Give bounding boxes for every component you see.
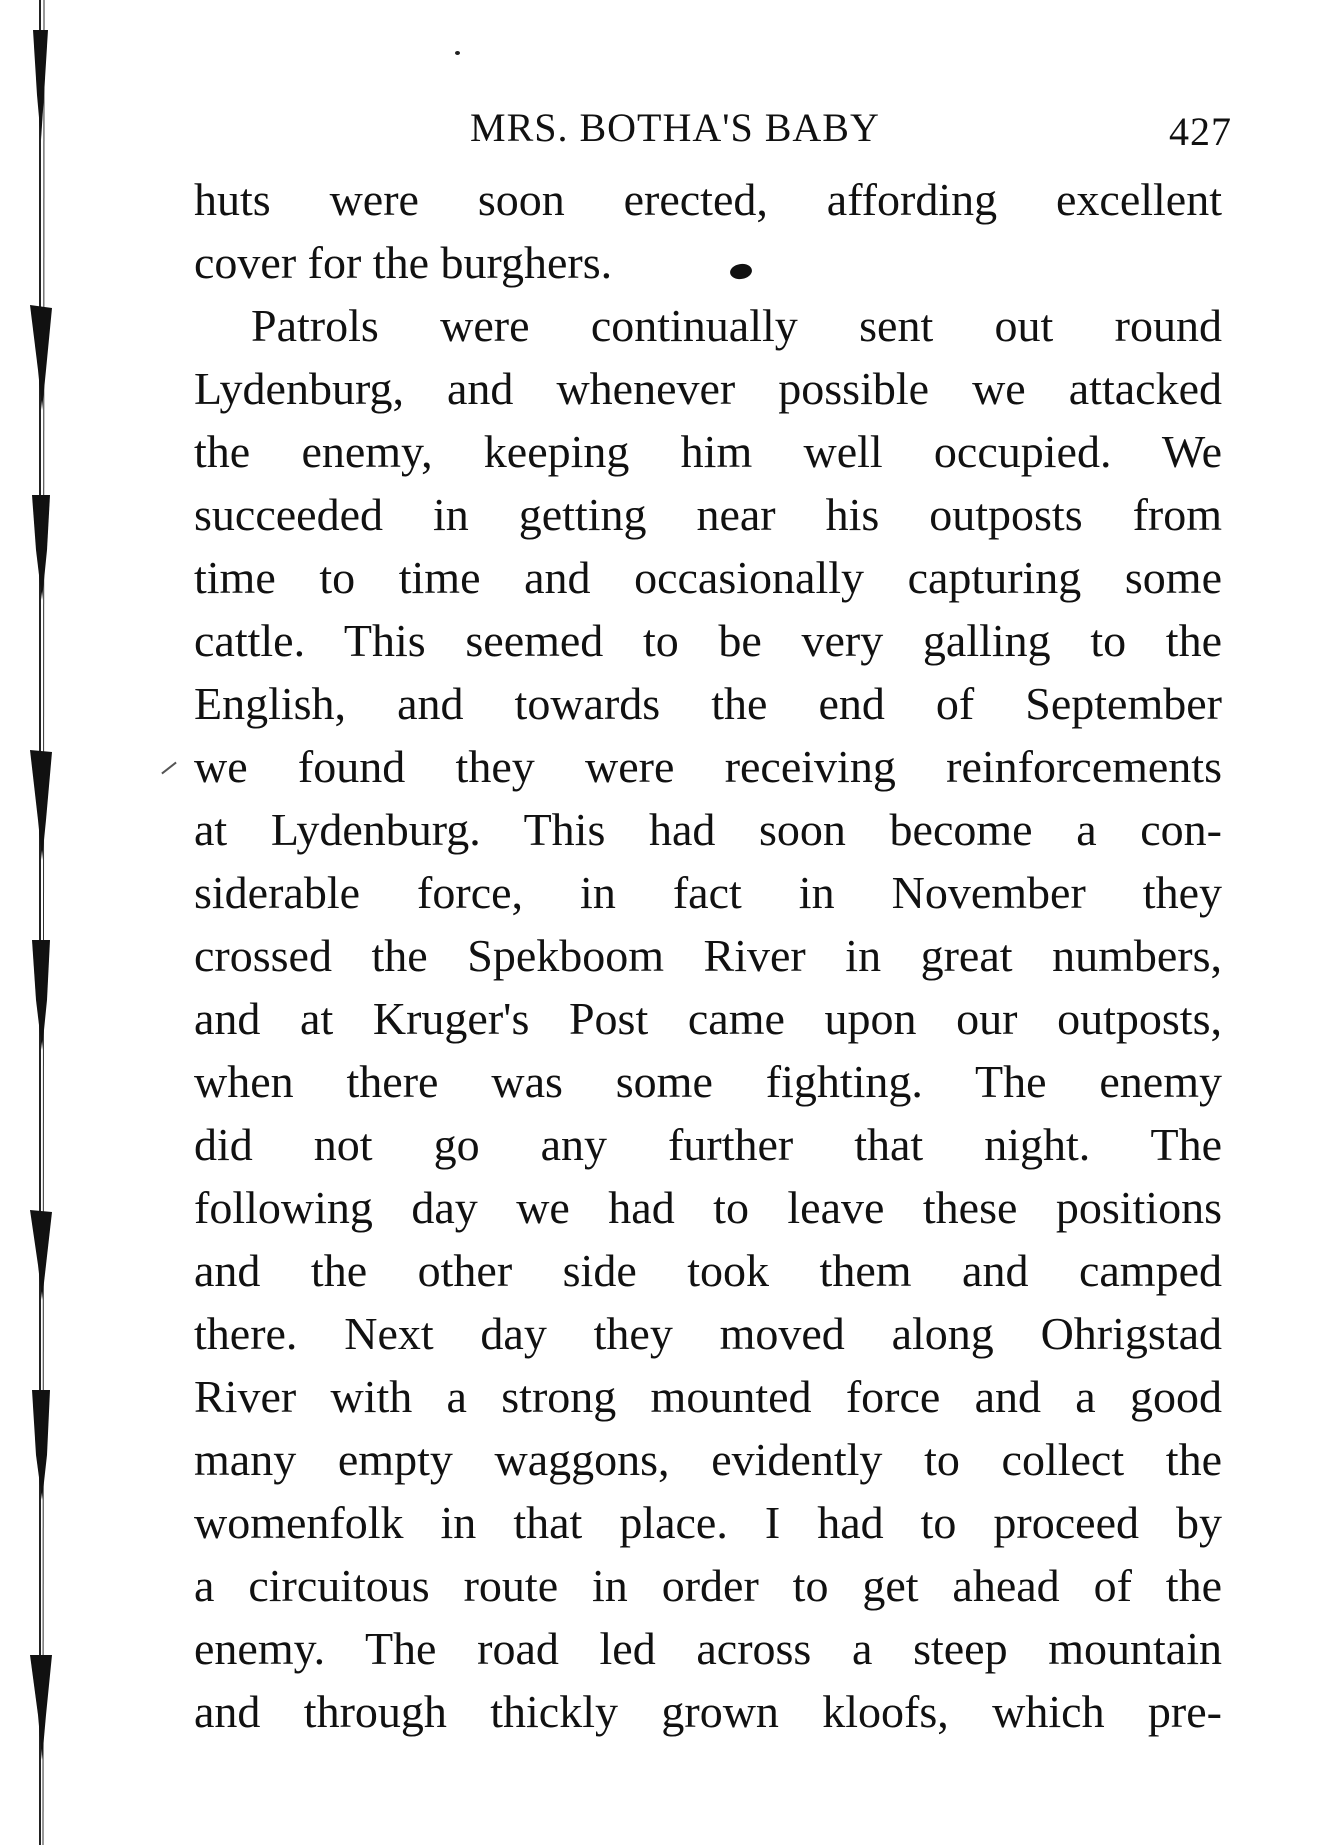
body-line: there. Next day they moved along Ohrigstad — [194, 1308, 1222, 1359]
body-line: did not go any further that night. The — [194, 1119, 1222, 1170]
body-line: English, and towards the end of September — [194, 678, 1222, 729]
body-line: womenfolk in that place. I had to proceed by — [194, 1497, 1222, 1548]
body-line: Lydenburg, and whenever possible we attacked — [194, 363, 1222, 414]
pencil-mark — [161, 762, 176, 775]
body-line: time to time and occasionally capturing some — [194, 552, 1222, 603]
body-line: succeeded in getting near his outposts from — [194, 489, 1222, 540]
body-line: River with a strong mounted force and a good — [194, 1371, 1222, 1422]
body-line: a circuitous route in order to get ahead of the — [194, 1560, 1222, 1611]
body-line: cover for the burghers. — [194, 237, 613, 288]
body-line: huts were soon erected, affording excellent — [194, 174, 1222, 225]
body-line: cattle. This seemed to be very galling to the — [194, 615, 1222, 666]
body-line: and at Kruger's Post came upon our outposts, — [194, 993, 1222, 1044]
body-line: at Lydenburg. This had soon become a con- — [194, 804, 1222, 855]
body-line: enemy. The road led across a steep mountain — [194, 1623, 1222, 1674]
body-line: Patrols were continually sent out round — [251, 300, 1222, 351]
binding-stitching — [0, 0, 90, 1845]
page-number: 427 — [1169, 109, 1232, 154]
body-line: we found they were receiving reinforcements — [194, 741, 1222, 792]
body-line: and the other side took them and camped — [194, 1245, 1222, 1296]
running-title: MRS. BOTHA'S BABY — [470, 105, 880, 150]
body-line: many empty waggons, evidently to collect the — [194, 1434, 1222, 1485]
body-line: crossed the Spekboom River in great numbers, — [194, 930, 1222, 981]
body-line: and through thickly grown kloofs, which pre- — [194, 1686, 1222, 1737]
body-line: the enemy, keeping him well occupied. We — [194, 426, 1222, 477]
body-line: siderable force, in fact in November they — [194, 867, 1222, 918]
running-head — [470, 100, 1232, 156]
body-line: following day we had to leave these positions — [194, 1182, 1222, 1233]
ink-speck — [455, 51, 460, 55]
body-line: when there was some fighting. The enemy — [194, 1056, 1222, 1107]
